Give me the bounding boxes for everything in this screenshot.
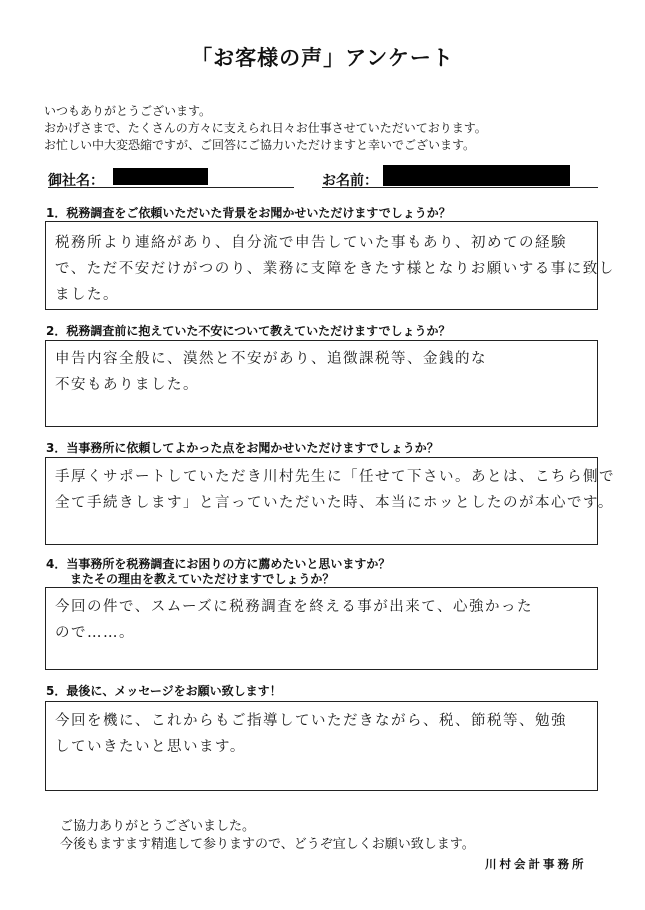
answer-5 bbox=[55, 708, 567, 760]
intro-text bbox=[44, 103, 487, 154]
answer-line: で、ただ不安だけがつのり、業務に支障をきたす様となりお願いする事に致し bbox=[55, 261, 615, 277]
company-redaction bbox=[113, 168, 208, 185]
answer-1 bbox=[55, 230, 615, 308]
question-4: 4．当事務所を税務調査にお困りの方に薦めたいと思いますか？ bbox=[46, 557, 391, 571]
answer-3 bbox=[55, 464, 615, 516]
question-1: 1．税務調査をご依頼いただいた背景をお聞かせいただけますでしょうか？ bbox=[46, 206, 451, 220]
answer-line: 手厚くサポートしていただき川村先生に「任せて下さい。あとは、こちら側で bbox=[55, 469, 615, 485]
answer-line: 申告内容全般に、漠然と不安があり、追徴課税等、金銭的な bbox=[55, 351, 487, 367]
answer-2 bbox=[55, 346, 487, 398]
answer-4 bbox=[55, 594, 533, 646]
name-redaction bbox=[383, 165, 570, 186]
company-underline bbox=[48, 187, 294, 188]
answer-line: ので……。 bbox=[55, 625, 135, 641]
intro-line: いつもありがとうございます。 bbox=[44, 104, 212, 118]
company-label: 御社名： bbox=[48, 173, 104, 189]
page-title: 「お客様の声」アンケート bbox=[191, 46, 454, 70]
closing-text bbox=[60, 818, 475, 854]
intro-line: お忙しい中大変恐縮ですが、ご回答にご協力いただけますと幸いでございます。 bbox=[44, 138, 476, 152]
name-underline bbox=[322, 187, 598, 188]
closing-line: 今後もますます精進して参りますので、どうぞ宜しくお願い致します。 bbox=[60, 837, 475, 852]
answer-line: 不安もありました。 bbox=[55, 377, 199, 393]
office-name: 川村会計事務所 bbox=[485, 857, 587, 871]
answer-line: 今回の件で、スムーズに税務調査を終える事が出来て、心強かった bbox=[55, 599, 533, 615]
question-5: 5．最後に、メッセージをお願い致します！ bbox=[46, 684, 282, 698]
answer-line: していきたいと思います。 bbox=[55, 739, 246, 755]
intro-line: おかげさまで、たくさんの方々に支えられ日々お仕事させていただいております。 bbox=[44, 121, 487, 135]
answer-line: ました。 bbox=[55, 287, 119, 303]
name-label: お名前： bbox=[322, 173, 378, 189]
question-3: 3．当事務所に依頼してよかった点をお聞かせいただけますでしょうか？ bbox=[46, 441, 439, 455]
answer-line: 全て手続きします」と言っていただいた時、本当にホッとしたのが本心です。 bbox=[55, 495, 614, 511]
question-4-sub: またその理由を教えていただけますでしょうか？ bbox=[70, 572, 335, 586]
question-2: 2．税務調査前に抱えていた不安について教えていただけますでしょうか？ bbox=[46, 324, 451, 338]
answer-line: 今回を機に、これからもご指導していただきながら、税、節税等、勉強 bbox=[55, 713, 567, 729]
answer-line: 税務所より連絡があり、自分流で申告していた事もあり、初めての経験 bbox=[55, 235, 567, 251]
closing-line: ご協力ありがとうございました。 bbox=[60, 819, 256, 834]
